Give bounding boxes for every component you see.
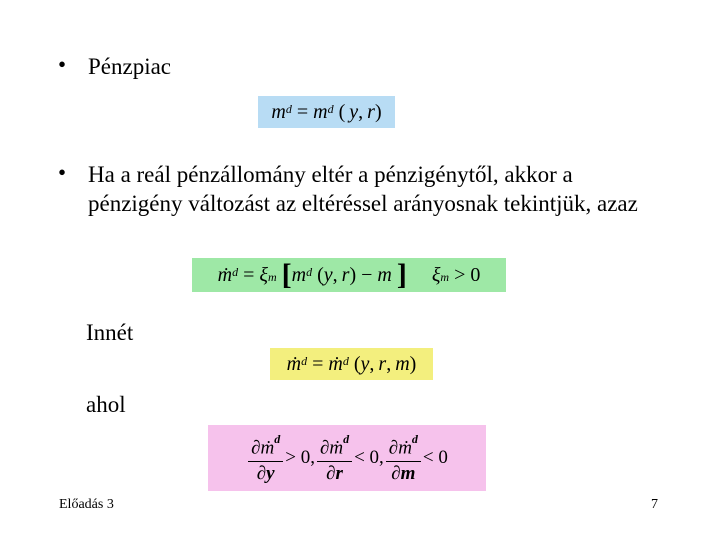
label-ahol: ahol bbox=[86, 392, 126, 417]
bullet-text-deviation: Ha a reál pénzállomány eltér a pénzigénytől, akkor a pénzigény változást az eltéréssel arányosnak tekintjük, azaz bbox=[88, 162, 638, 216]
bullet-text-penzpiac: Pénzpiac bbox=[88, 54, 172, 79]
equation-result: ṁ $^d$ = ṁ $^d$ ( y , r , m ) bbox=[270, 348, 433, 380]
footer-page-number: 7 bbox=[651, 497, 658, 512]
label-innet: Innét bbox=[86, 320, 134, 345]
bullet-marker: • bbox=[58, 52, 67, 77]
bullet-marker: • bbox=[58, 160, 67, 185]
equation-money-demand: m $^d$ = m $^d$ ( y , r ) bbox=[258, 96, 395, 128]
equation-derivatives: $\frac{\partial ṁ^d}{\partial y}$ > 0, $\frac{\partial ṁ^d}{\partial r}$ < 0, $\frac{\partial ṁ^d}{\partial m}$ < 0 bbox=[208, 425, 486, 491]
equation-adjustment: ṁ $^d$ = ξ $_m$ [ m $^d$ ( y , r ) − m ] ξ $_m$ > 0 bbox=[192, 258, 506, 292]
footer-lecture-label: Előadás 3 bbox=[59, 497, 114, 512]
